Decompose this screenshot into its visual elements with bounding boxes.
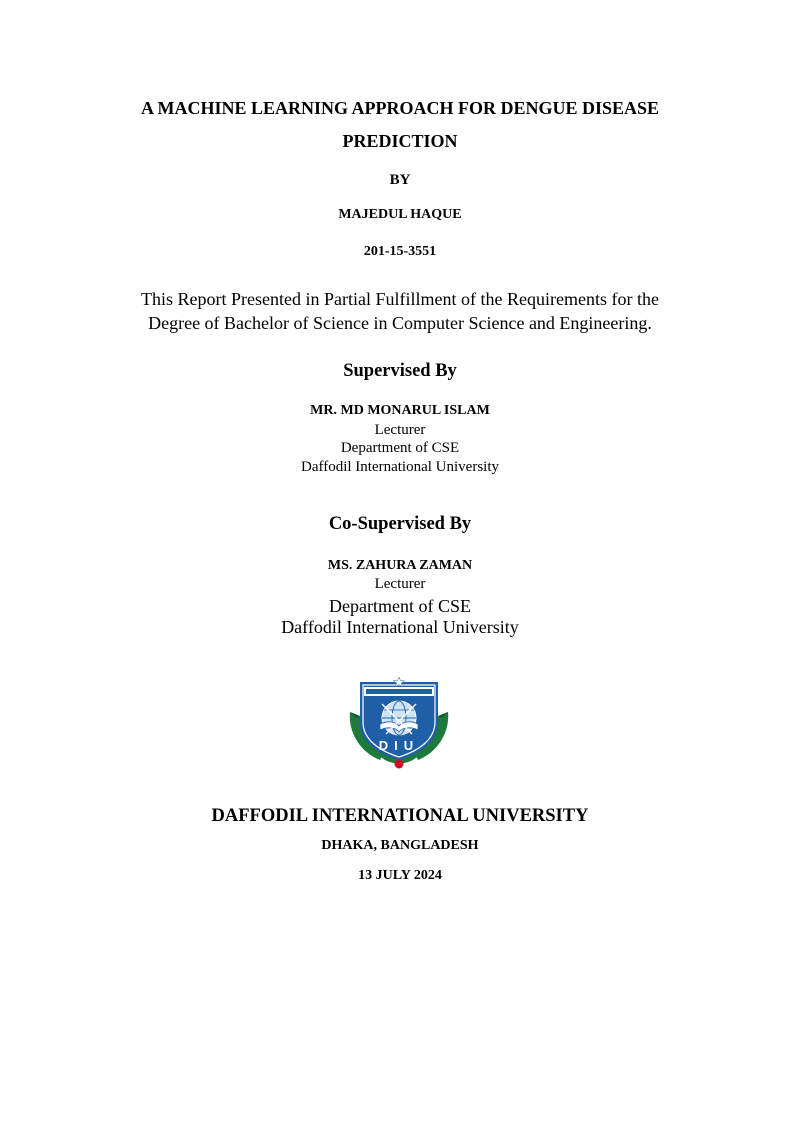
supervisor-department: Department of CSE xyxy=(340,440,460,456)
by-label: BY xyxy=(389,172,411,188)
logo-letters: DIU xyxy=(378,738,420,753)
supervisor-designation: Lecturer xyxy=(374,422,426,438)
footer-location: DHAKA, BANGLADESH xyxy=(321,838,479,853)
co-supervisor-university: Daffodil International University xyxy=(281,617,519,637)
author-id: 201-15-3551 xyxy=(363,244,437,259)
footer-date: 13 JULY 2024 xyxy=(358,868,442,883)
footer-university: DAFFODIL INTERNATIONAL UNIVERSITY xyxy=(211,806,589,826)
supervisor-name: MR. MD MONARUL ISLAM xyxy=(310,403,490,418)
title-line-1: A MACHINE LEARNING APPROACH FOR DENGUE DISEASE xyxy=(140,98,660,118)
co-supervisor-name: MS. ZAHURA ZAMAN xyxy=(327,558,473,573)
co-supervisor-designation: Lecturer xyxy=(374,576,426,592)
supervisor-university: Daffodil International University xyxy=(300,459,499,475)
title-line-2: PREDICTION xyxy=(342,131,458,151)
supervised-by-heading: Supervised By xyxy=(343,361,457,381)
statement-line-2: Degree of Bachelor of Science in Computer Science and Engineering. xyxy=(148,313,652,333)
statement-line-1: This Report Presented in Partial Fulfillment of the Requirements for the xyxy=(141,289,659,309)
diu-crest-logo-icon xyxy=(346,674,452,772)
co-supervisor-department: Department of CSE xyxy=(329,596,471,616)
co-supervised-by-heading: Co-Supervised By xyxy=(328,514,472,534)
author-name: MAJEDUL HAQUE xyxy=(338,207,462,222)
